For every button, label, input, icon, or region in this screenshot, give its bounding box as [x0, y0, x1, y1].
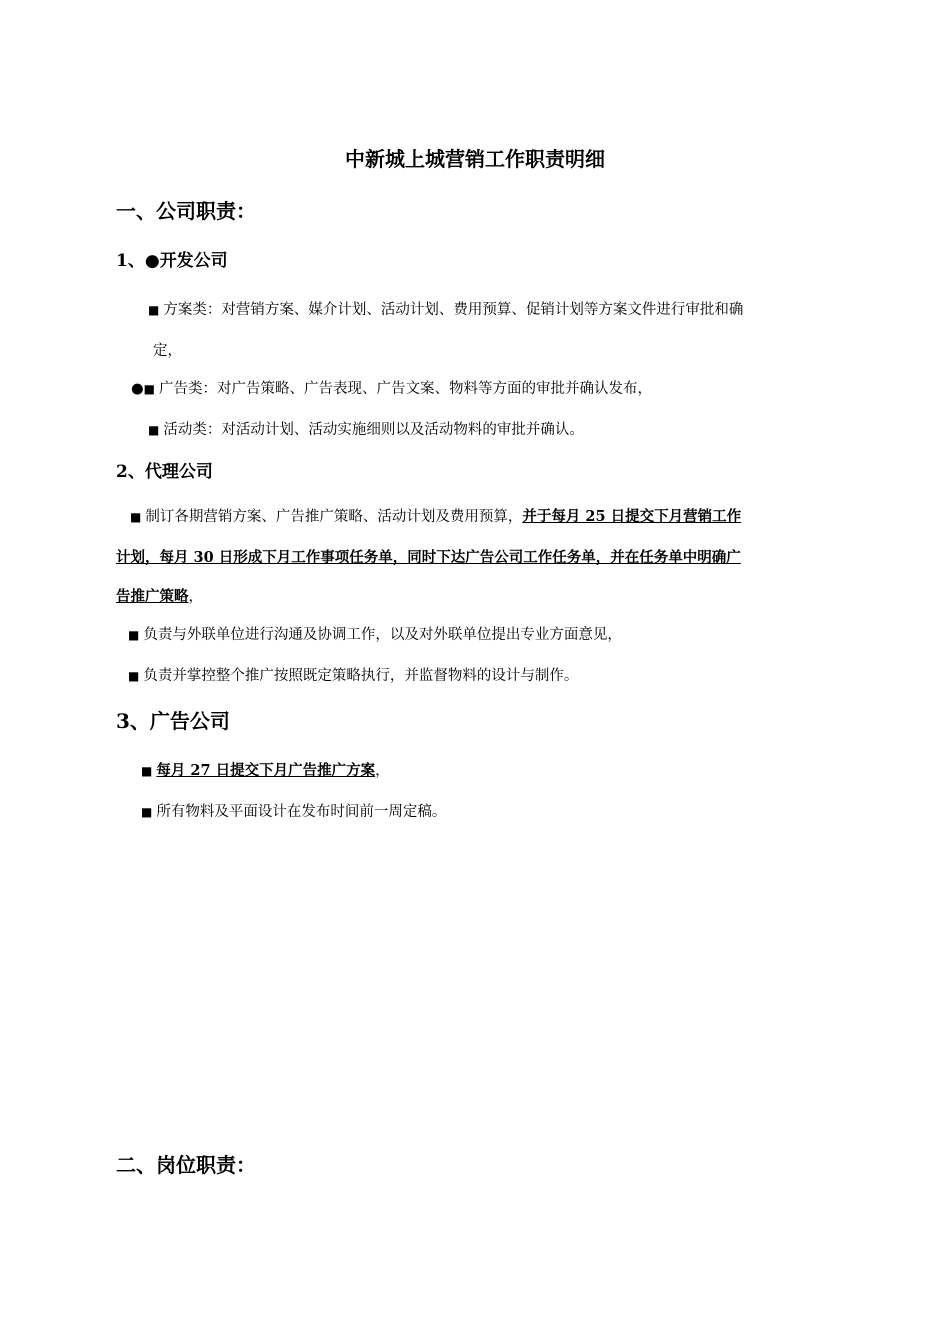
list-item: [130, 506, 741, 528]
list-item-text: 负责并掌控整个推广按照既定策略执行，并监督物料的设计与制作。: [143, 668, 579, 684]
subsection-heading-agency: 2、代理公司: [116, 462, 213, 482]
square-bullet-icon: ■: [128, 628, 140, 642]
circle-bullet-icon: ●: [144, 251, 160, 271]
emphasis-text-continuation: 计划，每月 30 日形成下月工作事项任务单，同时下达广告公司工作任务单，并在任务单中明确广: [116, 549, 741, 566]
document-title: 中新城上城营销工作职责明细: [345, 147, 605, 171]
subsection-number: 1、: [116, 251, 145, 271]
list-item-text: 负责与外联单位进行沟通及协调工作，以及对外联单位提出专业方面意见，: [143, 627, 622, 643]
section-heading-position-duties: 二、岗位职责：: [116, 1153, 256, 1177]
emphasis-text: 告推广策略: [116, 588, 189, 605]
list-item: [131, 378, 652, 400]
list-item-text: 活动类：对活动计划、活动实施细则以及活动物料的审批并确认。: [163, 422, 584, 438]
list-item-text: 广告类：对广告策略、广告表现、广告文案、物料等方面的审批并确认发布，: [159, 381, 652, 397]
circle-bullet-icon: ●: [131, 381, 144, 397]
square-bullet-icon: ■: [148, 303, 160, 317]
square-bullet-icon: ■: [130, 510, 142, 524]
list-item: [141, 801, 446, 823]
subsection-label: 开发公司: [159, 251, 228, 271]
list-item-text: ，: [188, 589, 203, 605]
list-item-continuation: 定，: [153, 343, 182, 359]
list-item-text: ，: [375, 763, 390, 779]
square-bullet-icon: ■: [141, 764, 153, 778]
section-heading-company-duties: 一、公司职责：: [116, 199, 256, 223]
list-item-text: 方案类：对营销方案、媒介计划、活动计划、费用预算、促销计划等方案文件进行审批和确: [163, 302, 744, 318]
list-item-text: 所有物料及平面设计在发布时间前一周定稿。: [156, 804, 447, 820]
subsection-heading-ad-agency: 3、广告公司: [116, 709, 230, 733]
emphasis-text: 并于每月 25 日提交下月营销工作: [522, 508, 742, 525]
subsection-heading-developer: [116, 249, 228, 273]
list-item-continuation: [116, 586, 203, 608]
list-item: [148, 299, 743, 321]
list-item-text: 制订各期营销方案、广告推广策略、活动计划及费用预算，: [145, 509, 523, 525]
square-bullet-icon: ■: [128, 669, 140, 683]
list-item: [128, 624, 622, 646]
list-item: [141, 760, 390, 782]
square-bullet-icon: ■: [148, 423, 160, 437]
list-item: [148, 419, 584, 441]
list-item: [128, 665, 578, 687]
square-bullet-icon: ■: [143, 382, 155, 396]
square-bullet-icon: ■: [141, 805, 153, 819]
emphasis-text: 每月 27 日提交下月广告推广方案: [156, 762, 376, 779]
